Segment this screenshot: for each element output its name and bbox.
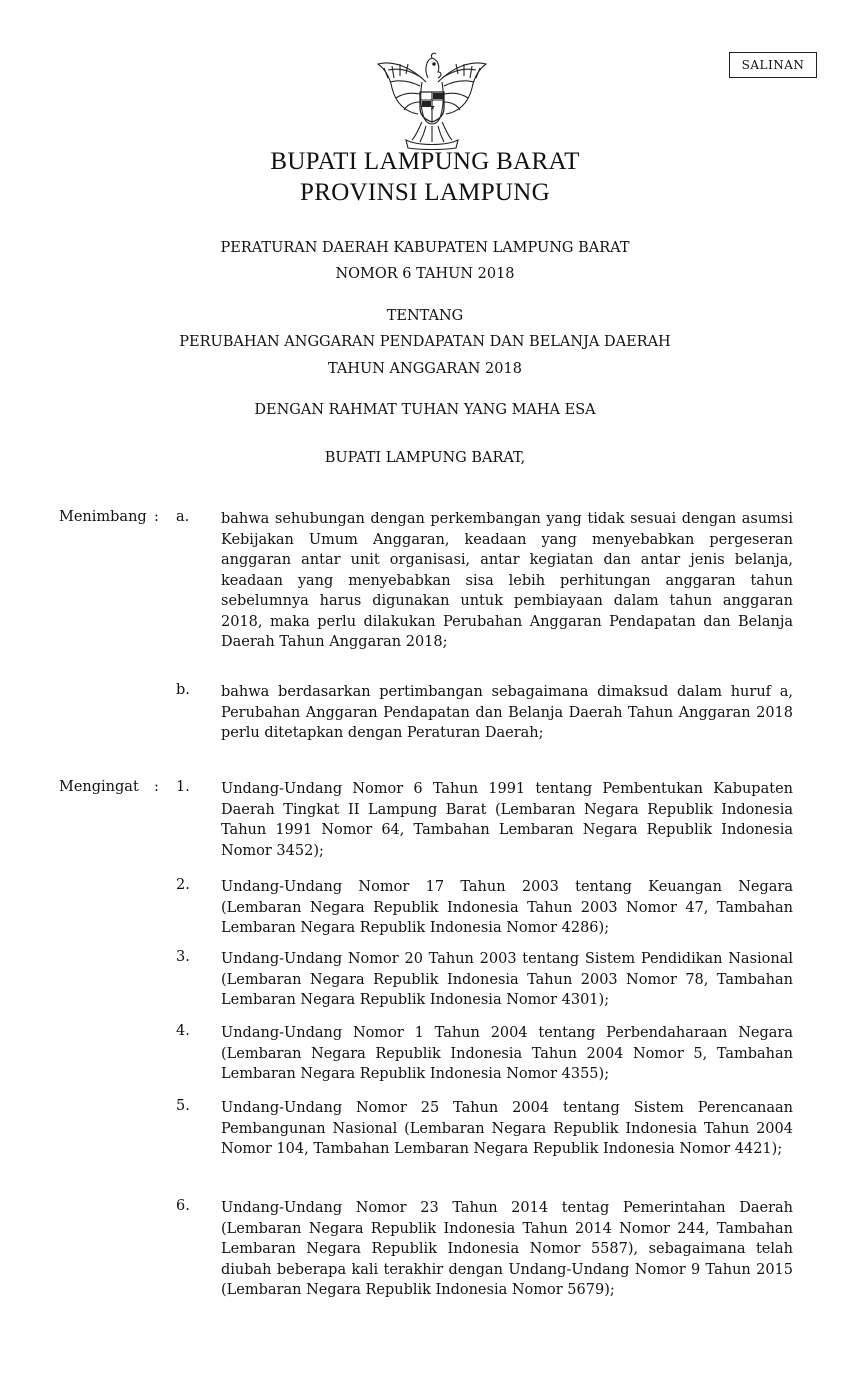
mengingat-colon: : bbox=[154, 779, 159, 795]
menimbang-colon: : bbox=[154, 509, 159, 525]
blessing-line: DENGAN RAHMAT TUHAN YANG MAHA ESA bbox=[254, 402, 596, 418]
list-item-text: bahwa berdasarkan pertimbangan sebagaimana dimaksud dalam huruf a, Perubahan Anggaran Pendapatan dan Belanja Daerah Tahun Anggaran 2018 perlu ditetapkan dengan Peraturan Daerah; bbox=[221, 684, 793, 741]
list-item-text: bahwa sehubungan dengan perkembangan yang tidak sesuai dengan asumsi Kebijakan Umum Anggaran, keadaan yang menyebabkan pergeseran anggaran antar unit organisasi, antar kegiatan dan antar jenis belanja, keadaan yang menyebabkan sisa lebih perhitungan anggaran tahun sebelumnya harus digunakan untuk pembiayaan dalam tahun anggaran 2018, maka perlu dilakukan Perubahan Anggaran Pendapatan dan Belanja Daerah Tahun Anggaran 2018; bbox=[221, 511, 793, 650]
list-item-number: 2. bbox=[176, 877, 190, 893]
list-item-text: Undang-Undang Nomor 6 Tahun 1991 tentang Pembentukan Kabupaten Daerah Tingkat II Lampung Barat (Lembaran Negara Republik Indonesia Tahun 1991 Nomor 64, Tambahan Lembaran Negara Republik Indonesia Nomor 3452); bbox=[221, 781, 793, 859]
list-item-text: Undang-Undang Nomor 1 Tahun 2004 tentang Perbendaharaan Negara (Lembaran Negara Republik Indonesia Tahun 2004 Nomor 5, Tambahan Lembaran Negara Republik Indonesia Nomor 4355); bbox=[221, 1025, 793, 1082]
regulation-number: NOMOR 6 TAHUN 2018 bbox=[335, 266, 515, 282]
list-item-text: Undang-Undang Nomor 17 Tahun 2003 tentang Keuangan Negara (Lembaran Negara Republik Indonesia Tahun 2003 Nomor 47, Tambahan Lembaran Negara Republik Indonesia Nomor 4286); bbox=[221, 879, 793, 936]
list-item-number: a. bbox=[176, 509, 190, 525]
document-title-line1: BUPATI LAMPUNG BARAT bbox=[270, 148, 580, 175]
list-item-number: 5. bbox=[176, 1098, 190, 1114]
list-item-number: 4. bbox=[176, 1023, 190, 1039]
regulation-name: PERATURAN DAERAH KABUPATEN LAMPUNG BARAT bbox=[220, 240, 630, 256]
garuda-emblem-icon bbox=[372, 48, 492, 150]
subject-line2: TAHUN ANGGARAN 2018 bbox=[328, 361, 522, 377]
document-title-line2: PROVINSI LAMPUNG bbox=[300, 179, 550, 206]
menimbang-label: Menimbang bbox=[59, 509, 147, 525]
mengingat-label: Mengingat bbox=[59, 779, 139, 795]
list-item-number: b. bbox=[176, 682, 190, 698]
list-item-number: 3. bbox=[176, 949, 190, 965]
authority-line: BUPATI LAMPUNG BARAT, bbox=[324, 450, 526, 466]
list-item-text: Undang-Undang Nomor 25 Tahun 2004 tentang Sistem Perencanaan Pembangunan Nasional (Lembaran Negara Republik Indonesia Tahun 2004 Nomor 104, Tambahan Lembaran Negara Republik Indonesia Nomor 4421); bbox=[221, 1100, 793, 1157]
list-item-number: 1. bbox=[176, 779, 190, 795]
subject-line1: PERUBAHAN ANGGARAN PENDAPATAN DAN BELANJA DAERAH bbox=[179, 334, 671, 350]
list-item-text: Undang-Undang Nomor 23 Tahun 2014 tentag Pemerintahan Daerah (Lembaran Negara Republik Indonesia Tahun 2014 Nomor 244, Tambahan Lembaran Negara Republik Indonesia Nomor 5587), sebagaimana telah diubah beberapa kali terakhir dengan Undang-Undang Nomor 9 Tahun 2015 (Lembaran Negara Republik Indonesia Nomor 5679); bbox=[221, 1200, 793, 1298]
list-item-text: Undang-Undang Nomor 20 Tahun 2003 tentang Sistem Pendidikan Nasional (Lembaran Negara Republik Indonesia Tahun 2003 Nomor 78, Tambahan Lembaran Negara Republik Indonesia Nomor 4301); bbox=[221, 951, 793, 1008]
list-item-number: 6. bbox=[176, 1198, 190, 1214]
salinan-stamp: SALINAN bbox=[729, 52, 817, 78]
about-heading: TENTANG bbox=[386, 308, 464, 324]
